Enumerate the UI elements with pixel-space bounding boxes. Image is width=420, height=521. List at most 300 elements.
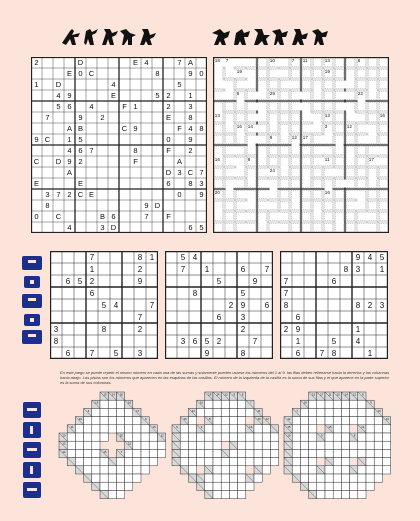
entry-cell[interactable] (188, 425, 196, 433)
entry-cell[interactable] (92, 433, 100, 441)
entry-cell[interactable] (358, 441, 366, 449)
entry-cell[interactable] (205, 433, 213, 441)
entry-cell[interactable] (141, 466, 149, 474)
entry-cell[interactable] (262, 466, 270, 474)
entry-cell[interactable] (246, 482, 254, 490)
entry-cell[interactable] (149, 449, 157, 457)
entry-cell[interactable] (116, 425, 124, 433)
entry-cell[interactable] (366, 482, 374, 490)
entry-cell[interactable] (197, 441, 205, 449)
entry-cell[interactable] (213, 458, 221, 466)
entry-cell[interactable] (238, 425, 246, 433)
entry-cell[interactable] (100, 400, 108, 408)
entry-cell[interactable] (333, 417, 341, 425)
entry-cell[interactable] (205, 474, 213, 482)
entry-cell[interactable] (333, 482, 341, 490)
entry-cell[interactable] (229, 433, 237, 441)
entry-cell[interactable] (350, 400, 358, 408)
entry-cell[interactable] (300, 466, 308, 474)
entry-cell[interactable] (325, 408, 333, 416)
entry-cell[interactable] (325, 441, 333, 449)
entry-cell[interactable] (254, 441, 262, 449)
entry-cell[interactable] (238, 474, 246, 482)
entry-cell[interactable] (229, 458, 237, 466)
entry-cell[interactable] (213, 400, 221, 408)
entry-cell[interactable] (366, 425, 374, 433)
entry-cell[interactable] (100, 425, 108, 433)
entry-cell[interactable] (141, 433, 149, 441)
entry-cell[interactable] (205, 458, 213, 466)
entry-cell[interactable] (341, 449, 349, 457)
entry-cell[interactable] (270, 441, 278, 449)
entry-cell[interactable] (67, 433, 75, 441)
entry-cell[interactable] (317, 449, 325, 457)
entry-cell[interactable] (229, 466, 237, 474)
entry-cell[interactable] (116, 417, 124, 425)
cage-join (310, 114, 313, 122)
entry-cell[interactable] (133, 441, 141, 449)
entry-cell[interactable] (366, 449, 374, 457)
entry-cell[interactable] (188, 433, 196, 441)
entry-cell[interactable] (213, 408, 221, 416)
entry-cell[interactable] (213, 417, 221, 425)
entry-cell[interactable] (238, 441, 246, 449)
entry-cell[interactable] (309, 433, 317, 441)
entry-cell[interactable] (374, 433, 382, 441)
entry-cell[interactable] (205, 400, 213, 408)
entry-cell[interactable] (270, 458, 278, 466)
entry-cell[interactable] (133, 425, 141, 433)
entry-cell[interactable] (92, 417, 100, 425)
entry-cell[interactable] (382, 441, 390, 449)
entry-cell[interactable] (366, 433, 374, 441)
entry-cell[interactable] (75, 425, 83, 433)
entry-cell[interactable] (238, 449, 246, 457)
entry-cell[interactable] (382, 466, 390, 474)
entry-cell[interactable] (100, 408, 108, 416)
entry-cell[interactable] (366, 417, 374, 425)
entry-cell[interactable] (141, 441, 149, 449)
cage-join (292, 198, 300, 201)
entry-cell[interactable] (84, 449, 92, 457)
entry-cell[interactable] (221, 433, 229, 441)
entry-cell[interactable] (300, 458, 308, 466)
entry-cell[interactable] (100, 482, 108, 490)
entry-cell[interactable] (213, 466, 221, 474)
entry-cell[interactable] (333, 474, 341, 482)
entry-cell[interactable] (317, 441, 325, 449)
entry-cell[interactable] (141, 425, 149, 433)
entry-cell[interactable] (325, 490, 333, 498)
entry-cell[interactable] (238, 458, 246, 466)
entry-cell[interactable] (92, 441, 100, 449)
entry-cell[interactable] (75, 441, 83, 449)
entry-cell[interactable] (92, 408, 100, 416)
entry-cell[interactable] (309, 425, 317, 433)
entry-cell[interactable] (300, 441, 308, 449)
entry-cell[interactable] (317, 474, 325, 482)
entry-cell[interactable] (300, 474, 308, 482)
entry-cell[interactable] (374, 449, 382, 457)
entry-cell[interactable] (341, 433, 349, 441)
entry-cell[interactable] (262, 441, 270, 449)
entry-cell[interactable] (180, 449, 188, 457)
entry-cell[interactable] (180, 458, 188, 466)
entry-cell[interactable] (270, 449, 278, 457)
entry-cell[interactable] (67, 441, 75, 449)
entry-cell[interactable] (238, 417, 246, 425)
entry-cell[interactable] (180, 425, 188, 433)
entry-cell[interactable] (197, 433, 205, 441)
entry-cell[interactable] (341, 441, 349, 449)
entry-cell[interactable] (366, 474, 374, 482)
entry-cell[interactable] (246, 433, 254, 441)
entry-cell[interactable] (213, 433, 221, 441)
entry-cell[interactable] (213, 482, 221, 490)
entry-cell[interactable] (221, 490, 229, 498)
entry-cell[interactable] (333, 425, 341, 433)
entry-cell[interactable] (221, 458, 229, 466)
entry-cell[interactable] (254, 458, 262, 466)
entry-cell[interactable] (116, 490, 124, 498)
entry-cell[interactable] (108, 474, 116, 482)
entry-cell[interactable] (75, 433, 83, 441)
entry-cell[interactable] (270, 433, 278, 441)
entry-cell[interactable] (157, 449, 165, 457)
entry-cell[interactable] (133, 474, 141, 482)
entry-cell[interactable] (350, 490, 358, 498)
entry-cell[interactable] (229, 490, 237, 498)
entry-cell[interactable] (197, 458, 205, 466)
entry-cell[interactable] (213, 449, 221, 457)
entry-cell[interactable] (325, 433, 333, 441)
clue-number: 11 (257, 408, 261, 413)
entry-cell[interactable] (358, 433, 366, 441)
entry-cell[interactable] (188, 449, 196, 457)
entry-cell[interactable] (292, 441, 300, 449)
entry-cell[interactable] (358, 474, 366, 482)
entry-cell[interactable] (141, 458, 149, 466)
entry-cell[interactable] (292, 458, 300, 466)
entry-cell[interactable] (309, 474, 317, 482)
entry-cell[interactable] (341, 482, 349, 490)
cage-join (244, 213, 247, 221)
entry-cell[interactable] (300, 425, 308, 433)
entry-cell[interactable] (229, 417, 237, 425)
entry-cell[interactable] (213, 490, 221, 498)
cell-value: 1 (355, 324, 361, 334)
entry-cell[interactable] (262, 425, 270, 433)
entry-cell[interactable] (374, 474, 382, 482)
entry-cell[interactable] (300, 433, 308, 441)
entry-cell[interactable] (382, 449, 390, 457)
entry-cell[interactable] (366, 466, 374, 474)
entry-cell[interactable] (92, 425, 100, 433)
entry-cell[interactable] (333, 441, 341, 449)
entry-cell[interactable] (125, 425, 133, 433)
entry-cell[interactable] (125, 417, 133, 425)
entry-cell[interactable] (300, 408, 308, 416)
entry-cell[interactable] (246, 458, 254, 466)
entry-cell[interactable] (125, 466, 133, 474)
entry-cell[interactable] (358, 408, 366, 416)
entry-cell[interactable] (358, 482, 366, 490)
entry-cell[interactable] (358, 400, 366, 408)
entry-cell[interactable] (149, 433, 157, 441)
entry-cell[interactable] (374, 466, 382, 474)
entry-cell[interactable] (333, 466, 341, 474)
entry-cell[interactable] (341, 490, 349, 498)
entry-cell[interactable] (180, 433, 188, 441)
entry-cell[interactable] (358, 490, 366, 498)
entry-cell[interactable] (341, 425, 349, 433)
clue-number: 15 (103, 392, 107, 397)
entry-cell[interactable] (125, 408, 133, 416)
entry-cell[interactable] (309, 482, 317, 490)
cell-value: 2 (67, 190, 72, 200)
entry-cell[interactable] (325, 449, 333, 457)
entry-cell[interactable] (254, 433, 262, 441)
entry-cell[interactable] (205, 425, 213, 433)
entry-cell[interactable] (116, 466, 124, 474)
entry-cell[interactable] (213, 474, 221, 482)
entry-cell[interactable] (358, 417, 366, 425)
entry-cell[interactable] (309, 408, 317, 416)
entry-cell[interactable] (238, 408, 246, 416)
entry-cell[interactable] (374, 425, 382, 433)
entry-cell[interactable] (333, 433, 341, 441)
entry-cell[interactable] (84, 417, 92, 425)
entry-cell[interactable] (125, 449, 133, 457)
entry-cell[interactable] (108, 425, 116, 433)
entry-cell[interactable] (309, 417, 317, 425)
entry-cell[interactable] (205, 441, 213, 449)
entry-cell[interactable] (292, 449, 300, 457)
entry-cell[interactable] (350, 441, 358, 449)
entry-cell[interactable] (246, 441, 254, 449)
entry-cell[interactable] (92, 466, 100, 474)
entry-cell[interactable] (92, 474, 100, 482)
entry-cell[interactable] (125, 433, 133, 441)
entry-cell[interactable] (366, 408, 374, 416)
entry-cell[interactable] (205, 482, 213, 490)
entry-cell[interactable] (221, 466, 229, 474)
entry-cell[interactable] (341, 408, 349, 416)
entry-cell[interactable] (141, 449, 149, 457)
entry-cell[interactable] (350, 408, 358, 416)
entry-cell[interactable] (238, 433, 246, 441)
entry-cell[interactable] (108, 490, 116, 498)
entry-cell[interactable] (92, 458, 100, 466)
entry-cell[interactable] (116, 408, 124, 416)
entry-cell[interactable] (254, 449, 262, 457)
entry-cell[interactable] (221, 474, 229, 482)
entry-cell[interactable] (213, 441, 221, 449)
entry-cell[interactable] (108, 482, 116, 490)
entry-cell[interactable] (125, 474, 133, 482)
entry-cell[interactable] (116, 458, 124, 466)
entry-cell[interactable] (341, 466, 349, 474)
clue-number: 10 (257, 417, 261, 422)
entry-cell[interactable] (100, 433, 108, 441)
cell-value: 4 (111, 80, 116, 90)
entry-cell[interactable] (116, 474, 124, 482)
entry-cell[interactable] (382, 458, 390, 466)
entry-cell[interactable] (325, 466, 333, 474)
entry-cell[interactable] (229, 482, 237, 490)
entry-cell[interactable] (229, 449, 237, 457)
entry-cell[interactable] (292, 425, 300, 433)
entry-cell[interactable] (221, 408, 229, 416)
entry-cell[interactable] (325, 474, 333, 482)
cage-join (354, 202, 357, 210)
entry-cell[interactable] (246, 449, 254, 457)
entry-cell[interactable] (325, 400, 333, 408)
entry-cell[interactable] (188, 466, 196, 474)
entry-cell[interactable] (100, 458, 108, 466)
entry-cell[interactable] (100, 417, 108, 425)
entry-cell[interactable] (374, 458, 382, 466)
entry-cell[interactable] (309, 400, 317, 408)
entry-cell[interactable] (108, 408, 116, 416)
entry-cell[interactable] (238, 466, 246, 474)
entry-cell[interactable] (262, 449, 270, 457)
entry-cell[interactable] (108, 417, 116, 425)
kakuro-instructions: En este juego se puede repetir el mismo número en cada una de las sumas y solamente pueden usarse los números del 1 al 9. las filas deben rellenarse hacia la derecha y las columnas hacia abajo. Las pistas son los números que aparecen en las esquinas de las casillas. El número de la izquierda de la casilla es la suma de sus filas y el que aparece en la parte superior es la suma de sus columnas. (60, 370, 390, 385)
entry-cell[interactable] (238, 482, 246, 490)
entry-cell[interactable] (188, 458, 196, 466)
entry-cell[interactable] (205, 449, 213, 457)
entry-cell[interactable] (75, 458, 83, 466)
entry-cell[interactable] (350, 482, 358, 490)
entry-cell[interactable] (149, 441, 157, 449)
entry-cell[interactable] (67, 449, 75, 457)
entry-cell[interactable] (133, 433, 141, 441)
entry-cell[interactable] (108, 466, 116, 474)
entry-cell[interactable] (358, 449, 366, 457)
entry-cell[interactable] (180, 441, 188, 449)
entry-cell[interactable] (246, 408, 254, 416)
entry-cell[interactable] (350, 474, 358, 482)
entry-cell[interactable] (188, 417, 196, 425)
entry-cell[interactable] (188, 441, 196, 449)
entry-cell[interactable] (100, 466, 108, 474)
clue-number: 19 (303, 400, 307, 405)
entry-cell[interactable] (333, 408, 341, 416)
entry-cell[interactable] (133, 458, 141, 466)
entry-cell[interactable] (125, 482, 133, 490)
entry-cell[interactable] (325, 482, 333, 490)
entry-cell[interactable] (221, 425, 229, 433)
entry-cell[interactable] (333, 449, 341, 457)
entry-cell[interactable] (309, 466, 317, 474)
entry-cell[interactable] (374, 417, 382, 425)
entry-cell[interactable] (75, 449, 83, 457)
entry-cell[interactable] (300, 417, 308, 425)
entry-cell[interactable] (116, 482, 124, 490)
entry-cell[interactable] (262, 458, 270, 466)
entry-cell[interactable] (317, 417, 325, 425)
entry-cell[interactable] (350, 417, 358, 425)
entry-cell[interactable] (300, 449, 308, 457)
entry-cell[interactable] (262, 433, 270, 441)
cell-value: 4 (367, 252, 373, 262)
entry-cell[interactable] (92, 449, 100, 457)
entry-cell[interactable] (292, 417, 300, 425)
entry-cell[interactable] (309, 449, 317, 457)
entry-cell[interactable] (213, 425, 221, 433)
entry-cell[interactable] (350, 449, 358, 457)
entry-cell[interactable] (108, 400, 116, 408)
entry-cell[interactable] (382, 433, 390, 441)
cell-value: 1 (295, 336, 301, 346)
entry-cell[interactable] (84, 441, 92, 449)
entry-cell[interactable] (221, 482, 229, 490)
entry-cell[interactable] (254, 474, 262, 482)
entry-cell[interactable] (341, 400, 349, 408)
entry-cell[interactable] (229, 425, 237, 433)
entry-cell[interactable] (309, 441, 317, 449)
entry-cell[interactable] (84, 433, 92, 441)
entry-cell[interactable] (84, 425, 92, 433)
entry-cell[interactable] (116, 400, 124, 408)
entry-cell[interactable] (221, 400, 229, 408)
entry-cell[interactable] (84, 458, 92, 466)
clue-number: 12 (287, 417, 291, 422)
entry-cell[interactable] (133, 449, 141, 457)
entry-cell[interactable] (238, 490, 246, 498)
entry-cell[interactable] (317, 400, 325, 408)
hex-sudoku-grid (31, 57, 207, 233)
entry-cell[interactable] (84, 466, 92, 474)
entry-cell[interactable] (205, 408, 213, 416)
entry-cell[interactable] (133, 417, 141, 425)
entry-cell[interactable] (333, 400, 341, 408)
entry-cell[interactable] (197, 449, 205, 457)
entry-cell[interactable] (341, 417, 349, 425)
entry-cell[interactable] (229, 408, 237, 416)
entry-cell[interactable] (254, 425, 262, 433)
entry-cell[interactable] (333, 458, 341, 466)
entry-cell[interactable] (229, 400, 237, 408)
clue-number: 10 (377, 408, 381, 413)
entry-cell[interactable] (100, 474, 108, 482)
entry-cell[interactable] (325, 417, 333, 425)
entry-cell[interactable] (197, 408, 205, 416)
entry-cell[interactable] (292, 433, 300, 441)
entry-cell[interactable] (292, 466, 300, 474)
entry-cell[interactable] (229, 474, 237, 482)
entry-cell[interactable] (157, 441, 165, 449)
entry-cell[interactable] (317, 490, 325, 498)
entry-cell[interactable] (317, 482, 325, 490)
entry-cell[interactable] (366, 458, 374, 466)
entry-cell[interactable] (221, 417, 229, 425)
entry-cell[interactable] (309, 458, 317, 466)
entry-cell[interactable] (149, 458, 157, 466)
entry-cell[interactable] (366, 441, 374, 449)
entry-cell[interactable] (317, 408, 325, 416)
entry-cell[interactable] (238, 400, 246, 408)
entry-cell[interactable] (133, 466, 141, 474)
entry-cell[interactable] (382, 425, 390, 433)
entry-cell[interactable] (358, 466, 366, 474)
entry-cell[interactable] (333, 490, 341, 498)
entry-cell[interactable] (374, 441, 382, 449)
entry-cell[interactable] (125, 458, 133, 466)
entry-cell[interactable] (341, 474, 349, 482)
entry-cell[interactable] (341, 458, 349, 466)
